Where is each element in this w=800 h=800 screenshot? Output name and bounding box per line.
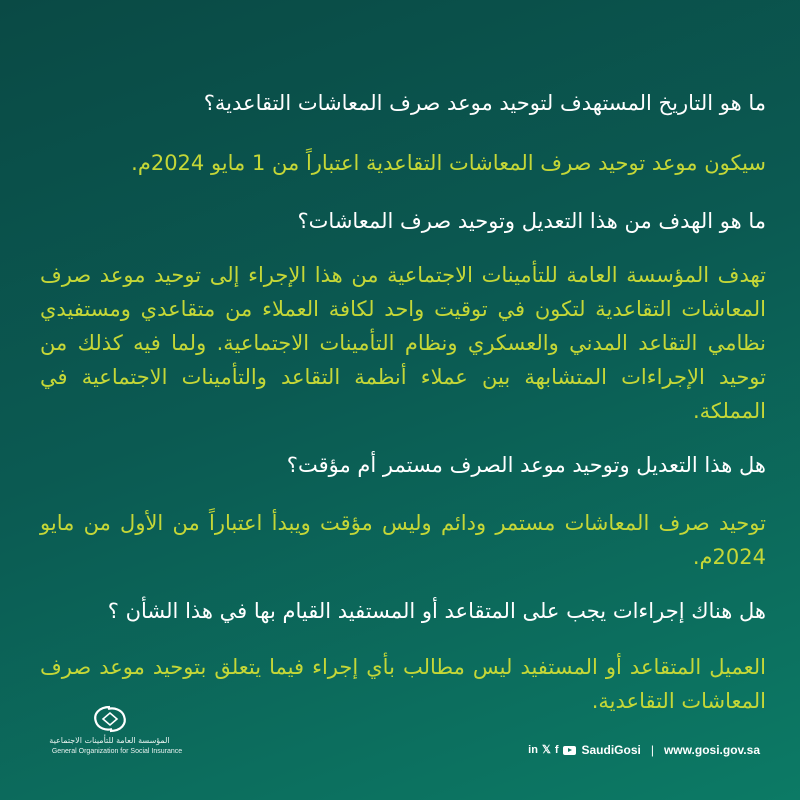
gosi-logo	[42, 704, 192, 764]
x-icon[interactable]: 𝕏	[541, 744, 551, 756]
faq-question-1: ما هو التاريخ المستهدف لتوحيد موعد صرف المعاشات التقاعدية؟	[203, 91, 766, 115]
faq-question-4: هل هناك إجراءات يجب على المتقاعد أو المستفيد القيام بها في هذا الشأن ؟	[107, 599, 766, 623]
logo-arabic-text: المؤسسة العامة للتأمينات الاجتماعية	[49, 736, 170, 745]
faq-question-2: ما هو الهدف من هذا التعديل وتوحيد صرف المعاشات؟	[297, 209, 766, 233]
faq-question-3: هل هذا التعديل وتوحيد موعد الصرف مستمر أم مؤقت؟	[286, 453, 766, 477]
logo-english-text: General Organization for Social Insurance	[51, 748, 183, 755]
social-handle[interactable]: SaudiGosi	[581, 743, 641, 757]
footer-contact	[528, 741, 760, 759]
faq-answer-1: سيكون موعد توحيد صرف المعاشات التقاعدية اعتباراً من 1 مايو 2024م.	[131, 151, 766, 175]
youtube-icon[interactable]	[563, 746, 576, 755]
linkedin-icon[interactable]: in	[528, 744, 538, 756]
faq-answer-2: تهدف المؤسسة العامة للتأمينات الاجتماعية من هذا الإجراء إلى توحيد موعد صرف المعاشات التقاعدية لتكون في توقيت واحد لكافة العملاء من متقاعدي ومستفيدي نظامي التقاعد المدني والعسكري ونظام التأمينات الاجتماعية. ولما فيه كذلك من توحيد الإجراءات المتشابهة بين عملاء أنظمة التقاعد والتأمينات الاجتماعية في المملكة.	[40, 263, 766, 423]
faq-answer-3: توحيد صرف المعاشات مستمر ودائم وليس مؤقت ويبدأ اعتباراً من الأول من مايو 2024م.	[40, 511, 766, 569]
facebook-icon[interactable]: f	[554, 744, 559, 756]
footer-separator: |	[650, 743, 654, 757]
faq-list	[40, 86, 766, 718]
website-link[interactable]: www.gosi.gov.sa	[663, 743, 760, 757]
gosi-logo-icon	[90, 704, 130, 734]
faq-answer-4: العميل المتقاعد أو المستفيد ليس مطالب بأي إجراء فيما يتعلق بتوحيد موعد صرف المعاشات التقاعدية.	[40, 655, 766, 713]
social-icons	[528, 743, 575, 757]
